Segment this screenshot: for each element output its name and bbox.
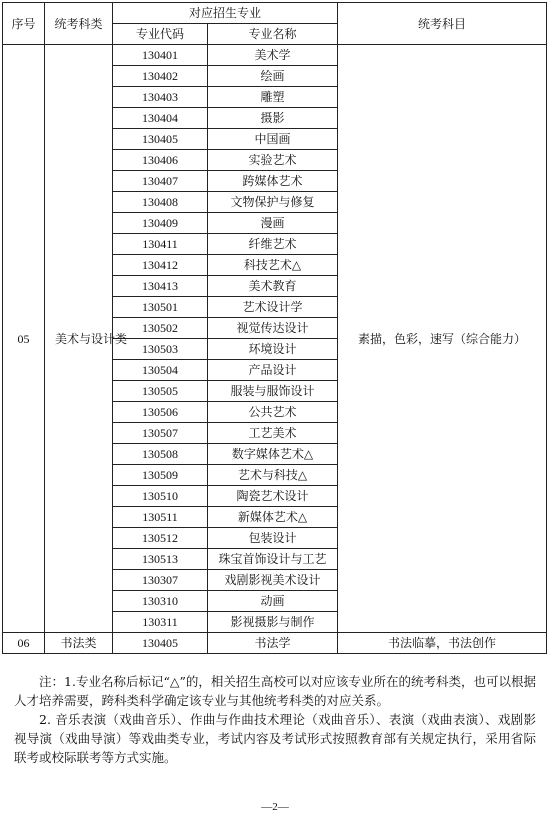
major-code-cell: 130505	[113, 381, 208, 402]
major-name-cell: 动画	[208, 591, 338, 612]
table-row	[3, 45, 547, 66]
major-name-cell: 绘画	[208, 66, 338, 87]
subjects-cell: 书法临摹，书法创作	[338, 633, 547, 654]
seq-cell: 06	[3, 633, 45, 654]
major-code-cell: 130404	[113, 108, 208, 129]
major-name-cell: 漫画	[208, 213, 338, 234]
header-category: 统考科类	[45, 3, 113, 45]
category-cell: 书法类	[45, 633, 113, 654]
major-code-cell: 130411	[113, 234, 208, 255]
major-name-cell: 美术教育	[208, 276, 338, 297]
major-code-cell: 130503	[113, 339, 208, 360]
major-name-cell: 视觉传达设计	[208, 318, 338, 339]
major-code-cell: 130511	[113, 507, 208, 528]
header-major-group: 对应招生专业	[113, 3, 338, 24]
major-code-cell: 130311	[113, 612, 208, 633]
header-code: 专业代码	[113, 24, 208, 45]
major-code-cell: 130508	[113, 444, 208, 465]
major-name-cell: 跨媒体艺术	[208, 171, 338, 192]
major-name-cell: 艺术设计学	[208, 297, 338, 318]
major-code-cell: 130502	[113, 318, 208, 339]
major-code-cell: 130506	[113, 402, 208, 423]
major-code-cell: 130509	[113, 465, 208, 486]
major-name-cell: 影视摄影与制作	[208, 612, 338, 633]
table-row	[3, 633, 547, 654]
major-code-cell: 130512	[113, 528, 208, 549]
header-name: 专业名称	[208, 24, 338, 45]
major-subject-table	[2, 2, 547, 654]
major-name-cell: 环境设计	[208, 339, 338, 360]
major-name-cell: 美术学	[208, 45, 338, 66]
major-code-cell: 130406	[113, 150, 208, 171]
page-number: —2—	[261, 801, 289, 813]
major-code-cell: 130510	[113, 486, 208, 507]
major-code-cell: 130407	[113, 171, 208, 192]
major-name-cell: 陶瓷艺术设计	[208, 486, 338, 507]
subjects-cell: 素描，色彩，速写（综合能力）	[338, 45, 547, 633]
major-name-cell: 公共艺术	[208, 402, 338, 423]
major-name-cell: 科技艺术△	[208, 255, 338, 276]
major-code-cell: 130403	[113, 87, 208, 108]
major-name-cell: 文物保护与修复	[208, 192, 338, 213]
major-code-cell: 130413	[113, 276, 208, 297]
major-name-cell: 新媒体艺术△	[208, 507, 338, 528]
major-code-cell: 130402	[113, 66, 208, 87]
header-subjects: 统考科目	[338, 3, 547, 45]
major-name-cell: 包装设计	[208, 528, 338, 549]
major-name-cell: 服装与服饰设计	[208, 381, 338, 402]
note-2: 2. 音乐表演（戏曲音乐）、作曲与作曲技术理论（戏曲音乐）、表演（戏曲表演）、戏剧影视导演（戏曲导演）等戏曲类专业，考试内容及考试形式按照教育部有关规定执行，采用省际联考或校际联考等方式实施。	[14, 712, 536, 765]
notes-section	[14, 672, 536, 767]
category-cell: 美术与设计类	[45, 45, 113, 633]
major-name-cell: 产品设计	[208, 360, 338, 381]
major-code-cell: 130412	[113, 255, 208, 276]
major-code-cell: 130504	[113, 360, 208, 381]
header-row-1	[3, 3, 547, 24]
major-code-cell: 130401	[113, 45, 208, 66]
header-seq: 序号	[3, 3, 45, 45]
major-code-cell: 130501	[113, 297, 208, 318]
major-name-cell: 书法学	[208, 633, 338, 654]
major-code-cell: 130405	[113, 129, 208, 150]
major-name-cell: 戏剧影视美术设计	[208, 570, 338, 591]
note-1: 注：1.专业名称后标记“△”的，相关招生高校可以对应该专业所在的统考科类，也可以根据人才培养需要，跨科类科学确定该专业与其他统考科类的对应关系。	[14, 674, 536, 708]
major-code-cell: 130409	[113, 213, 208, 234]
major-name-cell: 数字媒体艺术△	[208, 444, 338, 465]
major-name-cell: 雕塑	[208, 87, 338, 108]
major-code-cell: 130507	[113, 423, 208, 444]
major-name-cell: 工艺美术	[208, 423, 338, 444]
major-name-cell: 珠宝首饰设计与工艺	[208, 549, 338, 570]
major-name-cell: 艺术与科技△	[208, 465, 338, 486]
major-code-cell: 130405	[113, 633, 208, 654]
major-name-cell: 中国画	[208, 129, 338, 150]
major-code-cell: 130310	[113, 591, 208, 612]
major-code-cell: 130408	[113, 192, 208, 213]
major-name-cell: 实验艺术	[208, 150, 338, 171]
major-code-cell: 130307	[113, 570, 208, 591]
seq-cell: 05	[3, 45, 45, 633]
major-code-cell: 130513	[113, 549, 208, 570]
major-name-cell: 纤维艺术	[208, 234, 338, 255]
major-name-cell: 摄影	[208, 108, 338, 129]
